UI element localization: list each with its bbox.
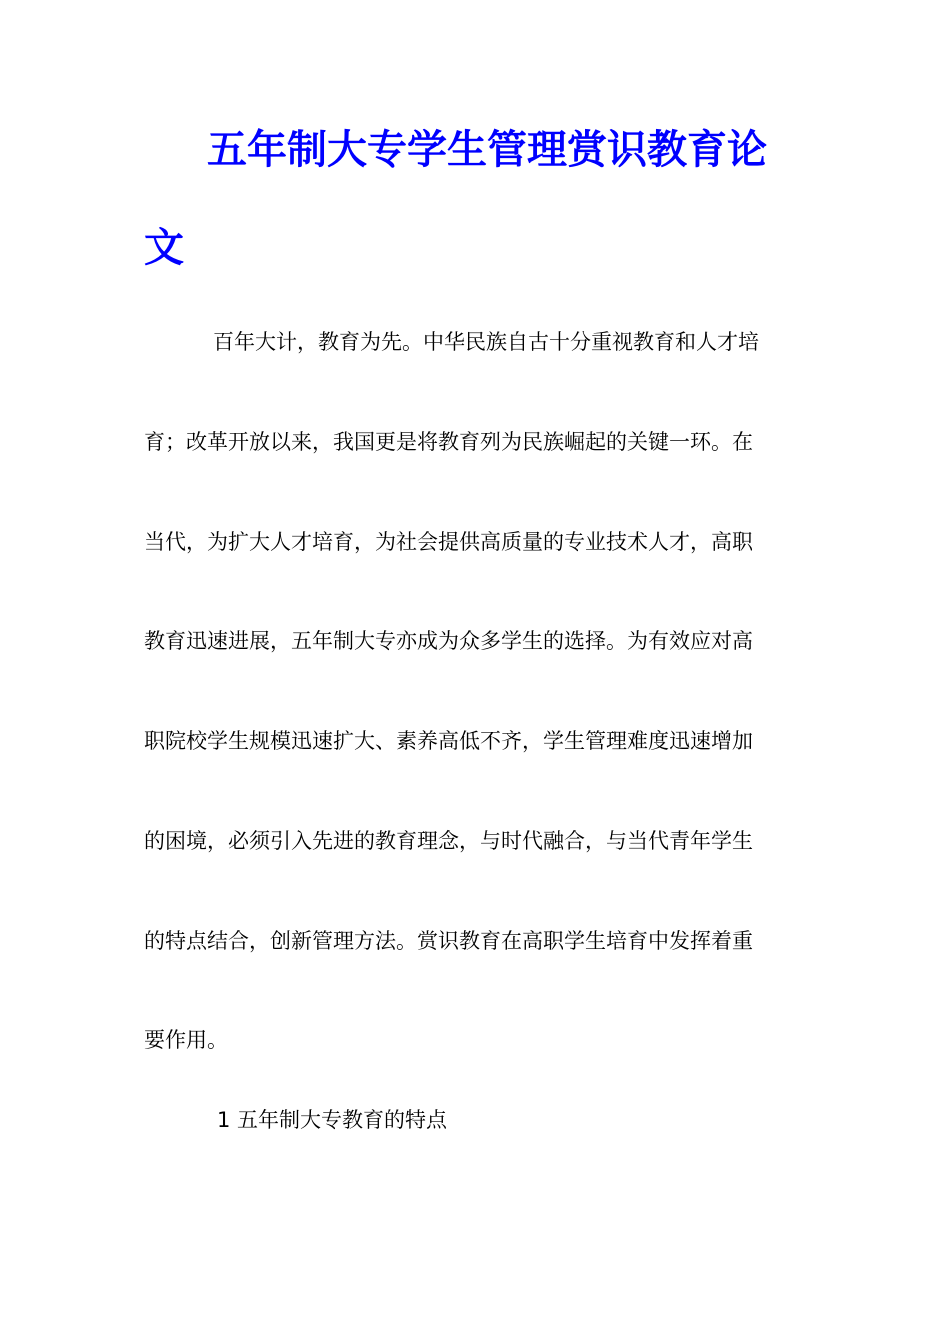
paragraph-line-7: 的特点结合，创新管理方法。赏识教育在高职学生培育中发挥着重 (144, 929, 753, 953)
paragraph-line-5: 职院校学生规模迅速扩大、素养高低不齐，学生管理难度迅速增加 (144, 729, 753, 753)
document-title-line-2: 文 (144, 225, 184, 271)
section-heading: 1 五年制大专教育的特点 (217, 1108, 448, 1132)
paragraph-line-1: 百年大计，教育为先。中华民族自古十分重视教育和人才培 (213, 330, 759, 354)
paragraph-line-2: 育；改革开放以来，我国更是将教育列为民族崛起的关键一环。在 (144, 430, 753, 454)
paragraph-line-8: 要作用。 (144, 1028, 228, 1052)
paragraph-line-6: 的困境，必须引入先进的教育理念，与时代融合，与当代青年学生 (144, 829, 753, 853)
paragraph-line-3: 当代，为扩大人才培育，为社会提供高质量的专业技术人才，高职 (144, 530, 753, 554)
document-title-line-1: 五年制大专学生管理赏识教育论 (207, 127, 767, 173)
paragraph-line-4: 教育迅速进展，五年制大专亦成为众多学生的选择。为有效应对高 (144, 629, 753, 653)
